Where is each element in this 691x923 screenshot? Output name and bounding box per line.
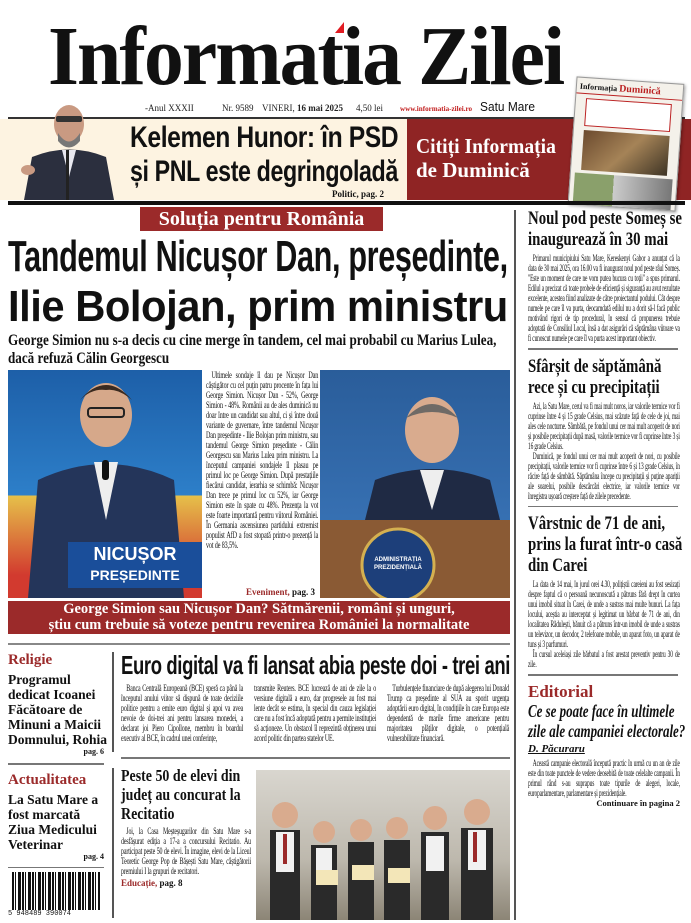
right-body-3: La data de 14 mai, în jurul orei 4.30, polițiștii careieni au fost sesizați despre faptul că o persoană necunoscută a pătruns fără drept în curtea unui imobil situat în Carei, de unde a sustras mai multe bunuri. La fața locului, aceștia au interceptat și legitimat un bărbat de 71 de ani, din localitatea Rădulești, bănuit că a pătruns într-un imobil de unde a sustras un televizor, un decodor, 2 telefoane mobile, un aparat foto, un aparat de tuns și 3 parfumuri. — [528, 579, 680, 649]
divider — [8, 763, 104, 765]
euro-col2: transmite Reuters. BCE lucrează de ani de zile la o versiune digitală a euro, dar progresele au fost mai lente decât se estima, în special din cauza legislației care nu a fost încă adoptată pentru a permite instituției să acționeze. Un obstacol îl reprezintă obținerea unui acord politic din partea statelor UE. — [254, 683, 377, 743]
divider — [8, 867, 104, 869]
source-section: Educație, — [121, 878, 158, 888]
editorial-section: Editorial — [528, 681, 594, 701]
recitatio-headline[interactable]: Peste 50 de elevi din județ au concurat la Recitatio — [121, 766, 241, 823]
edition: Satu Mare — [480, 99, 535, 114]
column-rule — [112, 768, 114, 918]
right-column — [528, 208, 688, 808]
source-page: pag. 8 — [159, 878, 183, 888]
year: -Anul XXXII — [145, 103, 194, 113]
date — [262, 103, 343, 113]
lead-headline-line1: Tandemul Nicușor Dan, președinte, — [8, 232, 508, 281]
brief-page-2: pag. 4 — [83, 851, 104, 861]
euro-col1: Banca Centrală Europeană (BCE) speră ca până la începutul anului viitor să dispună de toate deciziile politice pentru a emite euro digital și apoi va avea nevoie de doi-trei ani pentru lansarea monedei, a declarat joi Piero Cipollone, membru în boardul executiv al BCE, în cadrul unei conferințe, — [121, 683, 244, 743]
kelemen-photo — [14, 102, 122, 200]
euro-col3: Turbulențele financiare de după alegerea lui Donald Trump ca președinte al SUA au sporit urgența adoptării euro digital, în condițiile în care Europa este dependentă de marile firme americane pentru majoritatea plăților digitale, o potențială vulnerabilitate financiară. — [387, 683, 510, 743]
barcode — [12, 872, 100, 910]
divider — [121, 757, 510, 759]
divider — [528, 348, 678, 350]
brief-section-2: Actualitatea — [8, 771, 87, 788]
banner-headline-line2: și PNL este degringoladă — [130, 155, 398, 188]
recitatio-body: Joi, la Casa Meșteșugarilor din Satu Mare s-a desfășurat ediția a 17-a a concursului Recitatio. Au participat peste 50 de elevi. În imagine, elevi de la Liceul Teoretic George Pop de Bășești Satu Mare, câștigătorii premiului I la grupuri de recitatori. — [121, 826, 252, 876]
price: 4,50 lei — [356, 103, 383, 113]
brief-headline-1[interactable]: Programul dedicat Icoanei Făcătoare de Minuni a Maicii Domnului, Rohia — [8, 672, 108, 747]
lead-body: Ultimele sondaje îl dau pe Nicușor Dan câștigător cu cel puțin patru procente în fața lui George Simion. Nicușor Dan - 52%, George Simion - 48%. Românii au de ales duminică nu doar între un candidat sau altul, ci și între două variante de guvernare, între tandemul Nicușor Dan președinte - Ilie Bolojan prim ministru, sau tandemul George Simion președinte - Călin Georgescu sau Marius Lulea prim ministru. La începutul campaniei sondajele îl plasau pe primul loc pe George Simion. După prestațiile fiecărui candidat, ierarhia se schimbă: Nicușor Dan trece pe primul loc cu 52%, iar George Simion este în spate cu 48%. Prezența la vot este foarte importantă pentru viitorul României. În Germania ascensiunea partidului extremist populist AfD a fost stopată printr-o prezență la vot de 83,5%. — [206, 370, 319, 550]
barcode-number: 5 948489 390074 — [8, 910, 72, 918]
bolojan-photo — [320, 370, 510, 598]
right-headline-2[interactable]: Sfârșit de săptămână rece și cu precipitații — [528, 355, 662, 398]
lead-kicker: Soluția pentru România — [140, 207, 383, 231]
issue-number: Nr. 9589 — [222, 103, 254, 113]
caption-line2: știu cum trebuie să voteze pentru revenirea României la normalitate — [48, 617, 470, 634]
sunday-masthead-2: Duminică — [618, 83, 662, 98]
brief-headline-2[interactable]: La Satu Mare a fost marcată Ziua Medicului Veterinar — [8, 791, 99, 852]
thumb-painting — [581, 130, 670, 176]
brief-page-1: pag. 6 — [83, 747, 104, 756]
editorial-headline[interactable]: Ce se poate face în ultimele zile ale campaniei electorale? — [528, 700, 686, 741]
recitatio-source[interactable] — [121, 878, 253, 888]
right-headline-1[interactable]: Noul pod peste Someș se inaugurează în 30 mai — [528, 208, 682, 250]
lead-headline-line2: Ilie Bolojan, prim ministru — [8, 281, 508, 331]
euro-headline[interactable]: Euro digital va fi lansat abia peste doi - trei ani — [121, 650, 511, 680]
banner-headline-line1: Kelemen Hunor: în PSD — [130, 121, 399, 154]
left-briefs — [8, 652, 108, 919]
thumb-photos — [573, 173, 673, 212]
promo-line2: de Duminică — [416, 158, 530, 182]
presidential-emblem: ADMINISTRAȚIA PREZIDENȚIALĂ — [374, 557, 422, 571]
divider — [8, 201, 685, 205]
nicusor-dan-photo — [8, 370, 202, 598]
right-body-2: Azi, la Satu Mare, cerul va fi mai mult noros, iar valorile termice vor fi cuprinse între 4 și 15 grade Celsius, mai scăzute față de cele de joi, mai ales cele nocturne. Sâmbătă, pe fondul unui cer mai mult acoperit de nori și posibile precipitații după masă, valorile termice vor fi cuprinse între 3 și 16 grade Celsius. — [528, 400, 680, 451]
right-body-2b: Duminică, pe fondul unui cer mai mult acoperit de nori, cu posibile precipitații, valorile termice vor fi cuprinse între 6 și 13 grade Celsius, în răcire față de sâmbătă. Săptămâna începe cu precipitații și puține apariții ale soarelui, posibile descărcări electrice, iar valorile termice vor înregistra ușoară creștere față de zilele precedente. — [528, 450, 680, 501]
caption-line1: George Simion sau Nicușor Dan? Sătmărenii, români și unguri, — [63, 601, 455, 617]
sunday-promo-text — [416, 134, 566, 182]
date-value: 16 mai 2025 — [297, 103, 343, 113]
divider — [528, 506, 678, 508]
source-section: Eveniment, — [246, 587, 290, 597]
brief-section-1: Religie — [8, 652, 53, 668]
right-body-1: Primarul municipiului Satu Mare, Kereskenyi Gabor a anunțat că la data de 30 mai 2025, ora 16.00 va fi inaugurat noul pod peste râul Someș. "Este un moment de care ne vom putea bucura cu toții" a spus primarul. Edilul a precizat că toate probele de eficiență și siguranță au avut rezultate excelente, acestea fiind analizate de către proiectantul podului. Cât despre numele pe care îl va purta, deocamdată edilul nu a dorit să-l facă public motivând rigori de tip procedural, în sensul că propunerea trebuie adoptată de Consiliul Local, însă a dat asigurări că săptămâna viitoare va fi cunoscut numele pe care îl va purta acest important obiectiv. — [528, 253, 680, 343]
banner-source: Politic, pag. 2 — [332, 189, 384, 199]
sunday-masthead-1: Informația — [579, 81, 618, 94]
lead-subhead: George Simion nu s-a decis cu cine merge în tandem, cel mai probabil cu Marius Lulea, dacă refuză Călin Georgescu — [8, 332, 497, 367]
divider — [8, 643, 510, 645]
sunday-edition-thumbnail[interactable] — [568, 76, 685, 211]
thumb-headline-box — [584, 98, 672, 132]
lead-caption — [8, 601, 510, 634]
sign-line2: PREȘEDINTE — [90, 567, 180, 583]
recitatio-photo — [256, 770, 510, 920]
editorial-continued[interactable]: Continuare în pagina 2 — [596, 797, 680, 808]
column-rule — [112, 652, 114, 752]
right-body-3b: În cursul aceleiași zile bărbatul a fost arestat preventiv pentru 30 de zile. — [528, 649, 680, 669]
lead-source[interactable] — [246, 587, 315, 597]
sign-line1: NICUȘOR — [93, 544, 177, 564]
day: VINERI, — [262, 103, 295, 113]
column-rule — [514, 210, 516, 920]
masthead-logo: Informatia Zilei — [48, 10, 564, 103]
logo-accent — [335, 22, 344, 33]
recitatio-column — [121, 766, 253, 888]
editorial-author: D. Păcuraru — [528, 742, 585, 755]
source-page: pag. 3 — [292, 587, 316, 597]
editorial-body: Această campanie electorală începută practic în urmă cu un an de zile este din toate punctele de vedere deosebită de toate celelalte campanii. În primul rând s-au suprapus toate tipurile de alegeri, locale, europarlamentare, parlamentare și prezidențiale. — [528, 757, 680, 798]
website-link[interactable]: www.informatia-zilei.ro — [400, 104, 473, 113]
right-headline-3[interactable]: Vârstnic de 71 de ani, prins la furat într-o casă din Carei — [528, 513, 683, 576]
promo-line1: Citiți Informația — [416, 134, 556, 158]
campaign-sign — [68, 542, 202, 588]
divider — [528, 674, 678, 676]
